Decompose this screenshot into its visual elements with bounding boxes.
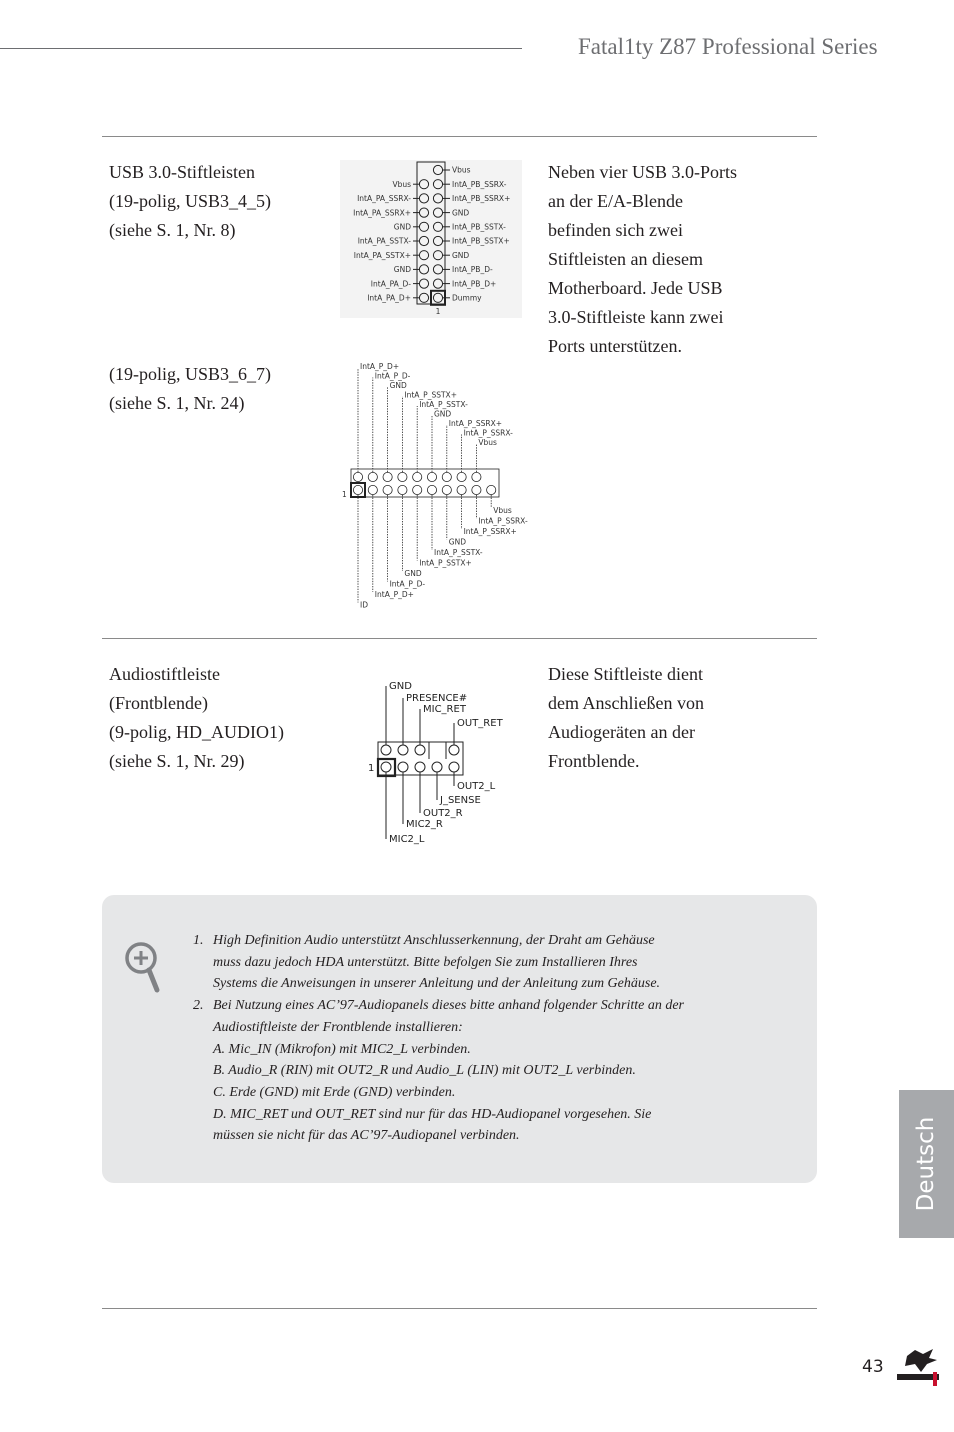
- pin: [398, 745, 408, 755]
- pin: [413, 485, 422, 494]
- pin-label: GND: [393, 265, 411, 275]
- pin-label: IntA_P_SSTX+: [419, 558, 472, 568]
- usb-header-description-2: (19-polig, USB3_6_7) (siehe S. 1, Nr. 24): [109, 364, 271, 413]
- pin1-label: 1: [435, 307, 441, 316]
- pin-label: Vbus: [478, 438, 497, 447]
- pin-label: ID: [360, 600, 368, 610]
- usb-header-description-1: USB 3.0-Stiftleisten (19-polig, USB3_4_5) (siehe S. 1, Nr. 8): [109, 162, 271, 240]
- page-number: 43: [862, 1357, 884, 1377]
- pin-label: Vbus: [452, 165, 471, 175]
- magnifier-plus-icon: [124, 940, 164, 994]
- header-rule: [0, 48, 522, 49]
- pin-label: GND: [448, 537, 467, 547]
- pin1-label: 1: [368, 763, 375, 774]
- audio-header-description: Audiostiftleiste (Frontblende) (9-polig, HD_AUDIO1) (siehe S. 1, Nr. 29): [109, 664, 284, 771]
- pin: [415, 745, 425, 755]
- pin-label: IntA_PA_SSTX-: [357, 236, 411, 246]
- note-item-1: 1. High Definition Audio unterstützt Anschlusserkennung, der Draht am Gehäuse muss dazu jedoch HDA unterstützt. Bitte befolgen Sie zum Installieren Ihres Systems die Anweisungen in unserer Anleitung und der Anleitung zum Gehäuse.: [193, 933, 661, 992]
- pin-label: IntA_PB_D-: [452, 265, 493, 275]
- usb3-4-5-pinout-diagram: [340, 160, 522, 318]
- fatal1ty-logo: [893, 1346, 947, 1388]
- pin-label: IntA_PB_SSTX+: [452, 236, 510, 246]
- pin-label: IntA_P_SSRX-: [463, 428, 513, 438]
- pin-label: IntA_PA_D-: [370, 279, 411, 289]
- pin-label: Vbus: [493, 506, 512, 515]
- pin: [442, 485, 451, 494]
- note-item-2: 2. Bei Nutzung eines AC’97-Audiopanels dieses bitte anhand folgender Schritte an der Audiostiftleiste der Frontblende installieren: A. Mic_IN (Mikrofon) mit MIC2_L verbinden. B. Audio_R (RIN) mit OUT2_R und Audio_L (LIN) mit OUT2_L verbinden. C. Erde (GND) mit Erde (GND) verbinden. D. MIC_RET und OUT_RET sind nur für das HD-Audiopanel vorgesehen. Sie müssen sie nicht für das AC’97-Audiopanel verbinden.: [193, 998, 685, 1144]
- pin-label: GND: [389, 681, 412, 692]
- pin: [413, 472, 422, 481]
- pin-label: IntA_P_D-: [389, 579, 426, 589]
- footer-rule: [102, 1308, 817, 1309]
- pin-label: IntA_P_D+: [360, 362, 400, 371]
- audio-explanation: Diese Stiftleiste dient dem Anschließen von Audiogeräten an der Frontblende.: [548, 664, 704, 771]
- usb-explanation: Neben vier USB 3.0-Ports an der E/A-Blende befinden sich zwei Stiftleisten an diesem Motherboard. Jede USB 3.0-Stiftleiste kann zwei Ports unterstützen.: [548, 162, 737, 356]
- pin: [383, 472, 392, 481]
- language-tab: [899, 1090, 954, 1238]
- pin-label: IntA_P_D-: [374, 371, 411, 381]
- pin-label: IntA_PA_SSTX+: [353, 250, 411, 260]
- header-title: Fatal1ty Z87 Professional Series: [578, 34, 878, 59]
- pin-label: GND: [393, 222, 411, 232]
- pin: [457, 485, 466, 494]
- pin-label: IntA_P_SSTX+: [404, 390, 457, 400]
- pin: [398, 762, 408, 772]
- pin: [415, 762, 425, 772]
- pin-label: IntA_P_SSRX+: [463, 527, 517, 536]
- pin-label: PRESENCE#: [406, 693, 468, 704]
- pin-label: OUT_RET: [457, 718, 503, 729]
- pin-label: IntA_P_SSRX-: [478, 516, 528, 526]
- pin-label: IntA_P_SSRX+: [448, 419, 503, 428]
- pin: [368, 485, 377, 494]
- pin: [427, 485, 436, 494]
- pin: [381, 762, 391, 772]
- pin-label: IntA_PB_SSTX-: [452, 222, 506, 232]
- pin-label: GND: [452, 250, 470, 260]
- language-tab-label: Deutsch: [913, 1116, 939, 1212]
- pin-label: IntA_PB_SSRX-: [452, 179, 507, 189]
- pin-label: IntA_PB_SSRX+: [452, 194, 511, 204]
- pin: [472, 472, 481, 481]
- pin-label: IntA_P_D+: [374, 590, 414, 599]
- pin-label: MIC_RET: [423, 704, 466, 715]
- pin: [472, 485, 481, 494]
- pin: [398, 485, 407, 494]
- pin: [353, 485, 362, 494]
- pin: [381, 745, 391, 755]
- pin-label: GND: [452, 208, 470, 218]
- pin-label: MIC2_R: [406, 819, 443, 830]
- pin-label: OUT2_R: [423, 808, 463, 819]
- pin-label: Dummy: [452, 293, 482, 303]
- pin-label: MIC2_L: [389, 834, 425, 845]
- pin-label: IntA_PA_D+: [367, 293, 411, 303]
- pin-label: OUT2_L: [457, 781, 496, 792]
- pin1-label: 1: [342, 490, 347, 499]
- pin-label: Vbus: [392, 179, 411, 189]
- note-text: [193, 930, 793, 1147]
- pin: [449, 762, 459, 772]
- pin-label: IntA_PA_SSRX+: [353, 208, 411, 218]
- section-divider-top: [102, 136, 817, 137]
- pin: [432, 762, 442, 772]
- pin: [487, 485, 496, 494]
- pin: [353, 472, 362, 481]
- pin: [457, 472, 466, 481]
- pin: [368, 472, 377, 481]
- pin-label: GND: [389, 381, 407, 390]
- pin-label: IntA_P_SSTX-: [434, 548, 483, 557]
- pin-label: J_SENSE: [440, 795, 481, 806]
- pin: [383, 485, 392, 494]
- pin: [449, 745, 459, 755]
- pin-label: IntA_PB_D+: [452, 279, 497, 289]
- section-divider-middle: [102, 638, 817, 639]
- pin-label: GND: [404, 569, 422, 578]
- pin: [398, 472, 407, 481]
- pin-label: IntA_P_SSTX-: [419, 400, 468, 409]
- pin-label: GND: [434, 409, 452, 419]
- usb3-6-7-pinout-diagram: [340, 360, 530, 610]
- pin-label: IntA_PA_SSRX-: [357, 194, 411, 204]
- pin: [442, 472, 451, 481]
- pin: [427, 472, 436, 481]
- hd-audio-pinout-diagram: [365, 676, 515, 848]
- pin-header-outline: [351, 469, 499, 497]
